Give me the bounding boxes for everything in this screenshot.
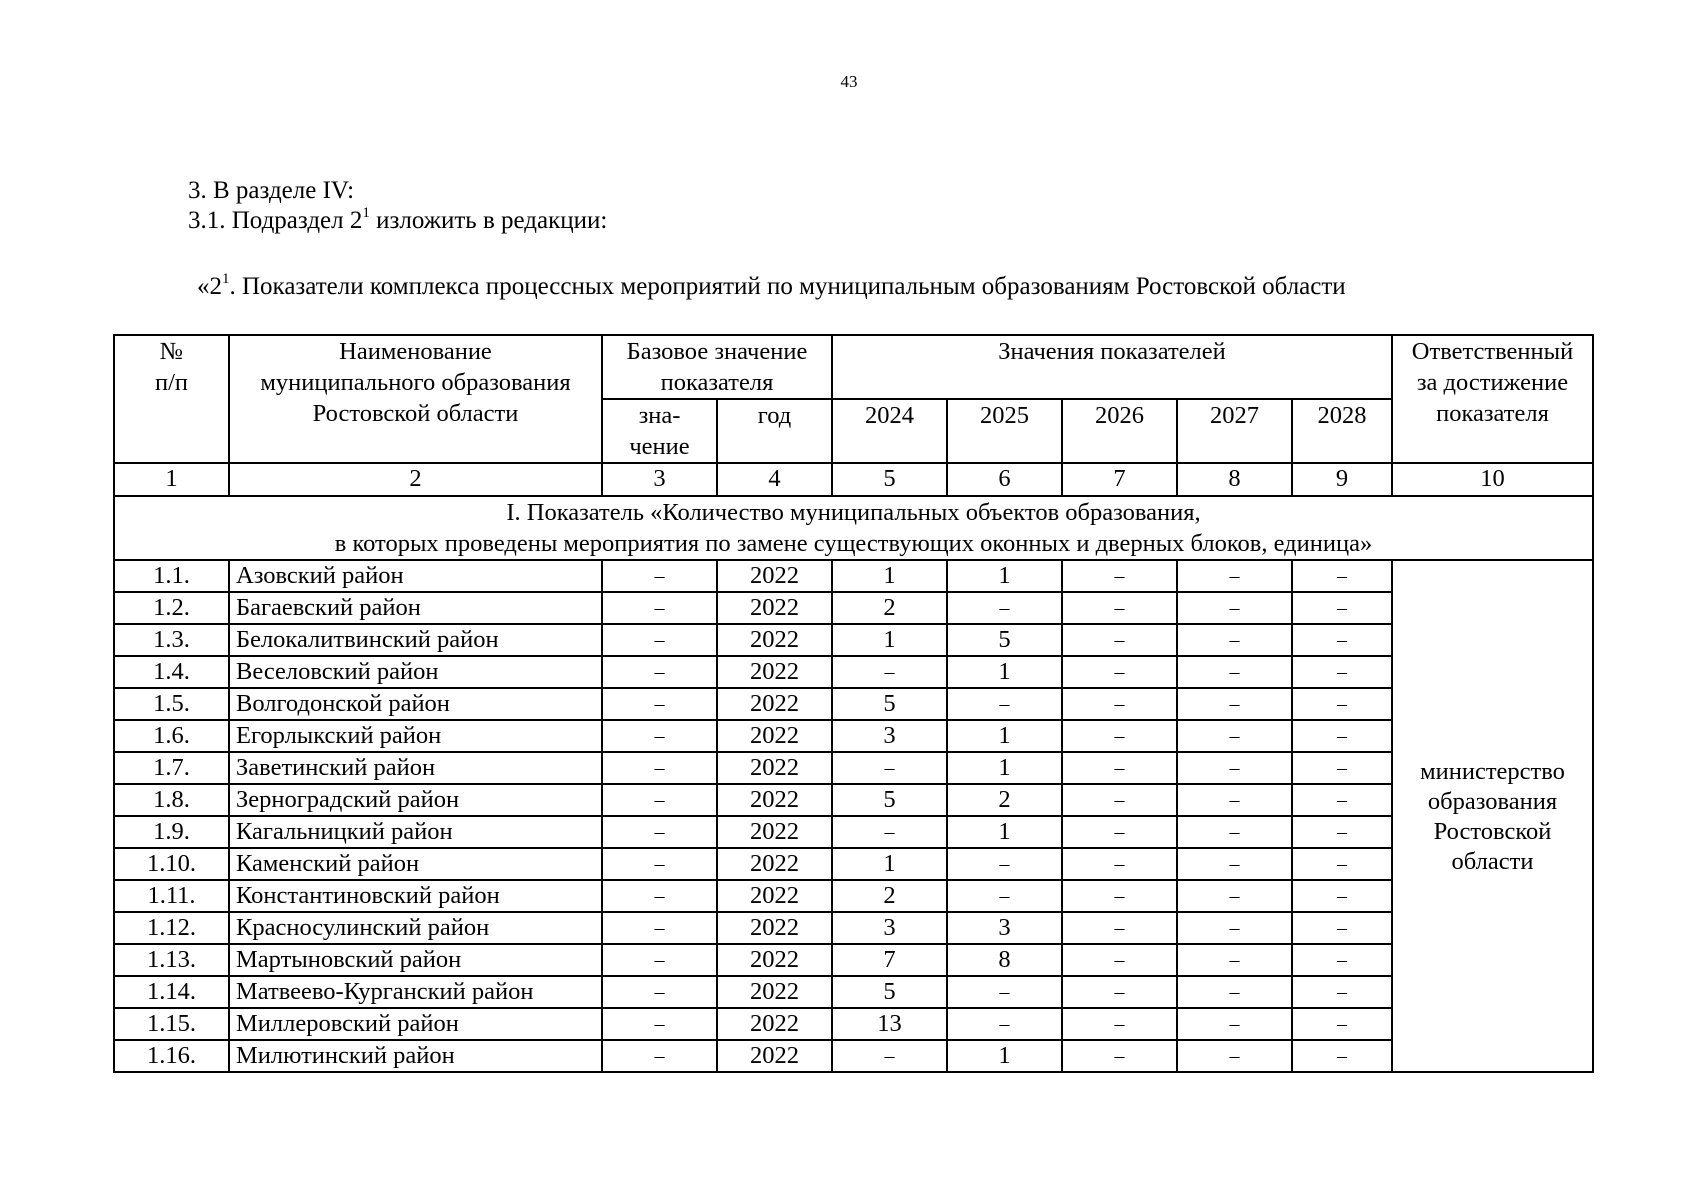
value-2028: –	[1292, 912, 1392, 944]
value-2028: –	[1292, 752, 1392, 784]
column-number: 10	[1392, 463, 1593, 496]
value-2024: 5	[832, 976, 947, 1008]
value-2026: –	[1062, 1008, 1177, 1040]
base-value: –	[602, 656, 717, 688]
base-year: 2022	[717, 880, 832, 912]
base-value: –	[602, 1040, 717, 1072]
paragraph-section-iv-text: 3. В разделе IV:	[188, 177, 355, 204]
value-2028: –	[1292, 880, 1392, 912]
municipality-name: Багаевский район	[229, 592, 602, 624]
base-value: –	[602, 880, 717, 912]
value-2027: –	[1177, 944, 1292, 976]
base-value: –	[602, 816, 717, 848]
base-year: 2022	[717, 1040, 832, 1072]
header-name	[229, 335, 602, 463]
row-number: 1.1.	[114, 560, 229, 592]
table-row	[114, 848, 1593, 880]
row-number: 1.16.	[114, 1040, 229, 1072]
responsible-organization-line: области	[1451, 847, 1534, 875]
table-heading-superscript: 1	[222, 270, 230, 287]
value-2027: –	[1177, 656, 1292, 688]
value-2025: –	[947, 1008, 1062, 1040]
header-base-line2: показателя	[660, 369, 774, 396]
table-row	[114, 1040, 1593, 1072]
table-row	[114, 1008, 1593, 1040]
value-2025: –	[947, 848, 1062, 880]
row-number: 1.11.	[114, 880, 229, 912]
value-2027: –	[1177, 880, 1292, 912]
value-2025: 5	[947, 624, 1062, 656]
value-2026: –	[1062, 816, 1177, 848]
value-2024: 3	[832, 720, 947, 752]
value-2026: –	[1062, 848, 1177, 880]
section-title-row	[114, 496, 1593, 560]
table-row	[114, 944, 1593, 976]
municipality-name: Кагальницкий район	[229, 816, 602, 848]
paragraph-section-iv	[188, 176, 354, 206]
value-2027: –	[1177, 848, 1292, 880]
value-2024: 1	[832, 560, 947, 592]
value-2028: –	[1292, 624, 1392, 656]
value-2028: –	[1292, 720, 1392, 752]
value-2026: –	[1062, 560, 1177, 592]
section-title-line1: I. Показатель «Количество муниципальных объектов образования,	[506, 499, 1201, 526]
value-2024: 2	[832, 880, 947, 912]
municipality-name: Мартыновский район	[229, 944, 602, 976]
value-2027: –	[1177, 752, 1292, 784]
responsible-organization-line: образования	[1427, 787, 1558, 815]
base-value: –	[602, 912, 717, 944]
header-responsible-line2: за достижение	[1416, 369, 1569, 396]
value-2027: –	[1177, 1008, 1292, 1040]
base-value: –	[602, 944, 717, 976]
value-2027: –	[1177, 720, 1292, 752]
value-2028: –	[1292, 816, 1392, 848]
base-year: 2022	[717, 912, 832, 944]
row-number: 1.13.	[114, 944, 229, 976]
paragraph-subsection	[188, 206, 607, 236]
table-row	[114, 720, 1593, 752]
header-base-value	[602, 335, 832, 399]
row-number: 1.3.	[114, 624, 229, 656]
row-number: 1.5.	[114, 688, 229, 720]
section-title	[114, 496, 1593, 560]
header-name-line2: муниципального образования	[260, 369, 571, 396]
responsible-organization-line: Ростовской	[1433, 817, 1552, 845]
paragraph-subsection-suffix: изложить в редакции:	[369, 207, 608, 234]
header-number	[114, 335, 229, 463]
base-value: –	[602, 1008, 717, 1040]
header-responsible	[1392, 335, 1593, 463]
base-year: 2022	[717, 688, 832, 720]
row-number: 1.9.	[114, 816, 229, 848]
value-2024: 13	[832, 1008, 947, 1040]
municipality-name: Константиновский район	[229, 880, 602, 912]
base-year: 2022	[717, 592, 832, 624]
value-2024: –	[832, 816, 947, 848]
value-2024: 3	[832, 912, 947, 944]
value-2024: –	[832, 752, 947, 784]
row-number: 1.12.	[114, 912, 229, 944]
value-2024: 5	[832, 688, 947, 720]
value-2024: 5	[832, 784, 947, 816]
column-number: 9	[1292, 463, 1392, 496]
base-value: –	[602, 752, 717, 784]
table-row	[114, 688, 1593, 720]
municipality-name: Милютинский район	[229, 1040, 602, 1072]
value-2025: 1	[947, 1040, 1062, 1072]
column-number: 7	[1062, 463, 1177, 496]
value-2024: –	[832, 656, 947, 688]
header-year-2028: 2028	[1292, 399, 1392, 463]
responsible-organization-line: министерство	[1420, 757, 1565, 785]
table-row	[114, 592, 1593, 624]
table-row	[114, 656, 1593, 688]
header-name-line3: Ростовской области	[312, 400, 519, 427]
value-2028: –	[1292, 656, 1392, 688]
header-year-2026: 2026	[1062, 399, 1177, 463]
header-name-line1: Наименование	[339, 338, 492, 365]
base-value: –	[602, 560, 717, 592]
table-row	[114, 976, 1593, 1008]
row-number: 1.4.	[114, 656, 229, 688]
value-2026: –	[1062, 592, 1177, 624]
value-2025: 3	[947, 912, 1062, 944]
header-base-value-line1: зна-	[638, 402, 681, 429]
value-2027: –	[1177, 688, 1292, 720]
base-year: 2022	[717, 560, 832, 592]
header-year-2025: 2025	[947, 399, 1062, 463]
municipality-name: Зерноградский район	[229, 784, 602, 816]
base-value: –	[602, 688, 717, 720]
section-title-line2: в которых проведены мероприятия по замене существующих оконных и дверных блоков, единица»	[334, 530, 1373, 557]
value-2026: –	[1062, 688, 1177, 720]
value-2025: 2	[947, 784, 1062, 816]
table-row	[114, 752, 1593, 784]
table-row	[114, 784, 1593, 816]
row-number: 1.8.	[114, 784, 229, 816]
table-row	[114, 816, 1593, 848]
value-2027: –	[1177, 560, 1292, 592]
value-2027: –	[1177, 1040, 1292, 1072]
value-2025: 1	[947, 816, 1062, 848]
row-number: 1.6.	[114, 720, 229, 752]
value-2026: –	[1062, 656, 1177, 688]
base-year: 2022	[717, 848, 832, 880]
value-2025: 1	[947, 752, 1062, 784]
municipality-name: Каменский район	[229, 848, 602, 880]
column-number: 8	[1177, 463, 1292, 496]
page-number: 43	[840, 72, 858, 91]
column-number: 5	[832, 463, 947, 496]
value-2028: –	[1292, 848, 1392, 880]
value-2024: 1	[832, 624, 947, 656]
base-value: –	[602, 592, 717, 624]
value-2025: 8	[947, 944, 1062, 976]
value-2025: 1	[947, 720, 1062, 752]
base-year: 2022	[717, 944, 832, 976]
responsible-organization	[1392, 560, 1593, 1072]
table-heading-prefix: «2	[197, 273, 222, 300]
value-2025: –	[947, 592, 1062, 624]
table-heading	[197, 272, 1346, 302]
table-row	[114, 912, 1593, 944]
value-2028: –	[1292, 592, 1392, 624]
value-2024: 1	[832, 848, 947, 880]
base-value: –	[602, 720, 717, 752]
base-value: –	[602, 624, 717, 656]
value-2026: –	[1062, 624, 1177, 656]
value-2026: –	[1062, 880, 1177, 912]
value-2025: –	[947, 976, 1062, 1008]
base-year: 2022	[717, 752, 832, 784]
value-2028: –	[1292, 1040, 1392, 1072]
value-2027: –	[1177, 592, 1292, 624]
value-2028: –	[1292, 944, 1392, 976]
header-responsible-line3: показателя	[1436, 400, 1549, 427]
value-2026: –	[1062, 720, 1177, 752]
value-2028: –	[1292, 784, 1392, 816]
table-row	[114, 560, 1593, 592]
column-numbers-row	[114, 463, 1593, 496]
paragraph-subsection-superscript: 1	[362, 204, 370, 221]
header-values	[832, 335, 1392, 399]
column-number: 6	[947, 463, 1062, 496]
base-year: 2022	[717, 720, 832, 752]
municipality-name: Веселовский район	[229, 656, 602, 688]
header-row-1	[114, 335, 1593, 399]
header-responsible-line1: Ответственный	[1411, 338, 1574, 365]
header-base-line1: Базовое значение	[626, 338, 808, 365]
value-2026: –	[1062, 976, 1177, 1008]
row-number: 1.15.	[114, 1008, 229, 1040]
header-year-2027: 2027	[1177, 399, 1292, 463]
value-2026: –	[1062, 912, 1177, 944]
column-number: 3	[602, 463, 717, 496]
municipality-name: Белокалитвинский район	[229, 624, 602, 656]
value-2026: –	[1062, 944, 1177, 976]
value-2025: 1	[947, 656, 1062, 688]
base-year: 2022	[717, 656, 832, 688]
header-values-label: Значения показателей	[998, 338, 1226, 365]
row-number: 1.7.	[114, 752, 229, 784]
base-value: –	[602, 784, 717, 816]
column-number: 1	[114, 463, 229, 496]
value-2028: –	[1292, 688, 1392, 720]
municipality-name: Матвеево-Курганский район	[229, 976, 602, 1008]
municipality-name: Миллеровский район	[229, 1008, 602, 1040]
column-number: 4	[717, 463, 832, 496]
value-2024: –	[832, 1040, 947, 1072]
value-2024: 2	[832, 592, 947, 624]
header-base-value-sub	[602, 399, 717, 463]
value-2027: –	[1177, 912, 1292, 944]
value-2027: –	[1177, 624, 1292, 656]
base-value: –	[602, 848, 717, 880]
header-base-year: год	[717, 399, 832, 463]
table-row	[114, 880, 1593, 912]
municipality-name: Азовский район	[229, 560, 602, 592]
value-2027: –	[1177, 784, 1292, 816]
row-number: 1.2.	[114, 592, 229, 624]
value-2025: 1	[947, 560, 1062, 592]
paragraph-subsection-prefix: 3.1. Подраздел 2	[188, 207, 363, 234]
row-number: 1.10.	[114, 848, 229, 880]
base-year: 2022	[717, 624, 832, 656]
base-year: 2022	[717, 784, 832, 816]
header-number-line2: п/п	[154, 369, 189, 396]
value-2026: –	[1062, 1040, 1177, 1072]
header-year-2024: 2024	[832, 399, 947, 463]
base-value: –	[602, 976, 717, 1008]
header-base-value-line2: чение	[629, 433, 690, 460]
value-2025: –	[947, 880, 1062, 912]
municipality-name: Заветинский район	[229, 752, 602, 784]
value-2026: –	[1062, 752, 1177, 784]
value-2028: –	[1292, 976, 1392, 1008]
municipality-name: Егорлыкский район	[229, 720, 602, 752]
value-2027: –	[1177, 816, 1292, 848]
value-2026: –	[1062, 784, 1177, 816]
table-heading-suffix: . Показатели комплекса процессных мероприятий по муниципальным образованиям Ростовской области	[229, 273, 1346, 300]
municipality-name: Красносулинский район	[229, 912, 602, 944]
value-2027: –	[1177, 976, 1292, 1008]
value-2028: –	[1292, 1008, 1392, 1040]
value-2024: 7	[832, 944, 947, 976]
base-year: 2022	[717, 1008, 832, 1040]
value-2028: –	[1292, 560, 1392, 592]
municipality-name: Волгодонской район	[229, 688, 602, 720]
base-year: 2022	[717, 976, 832, 1008]
value-2025: –	[947, 688, 1062, 720]
base-year: 2022	[717, 816, 832, 848]
header-number-line1: №	[159, 338, 184, 365]
column-number: 2	[229, 463, 602, 496]
table-row	[114, 624, 1593, 656]
indicators-table	[113, 334, 1594, 1073]
row-number: 1.14.	[114, 976, 229, 1008]
